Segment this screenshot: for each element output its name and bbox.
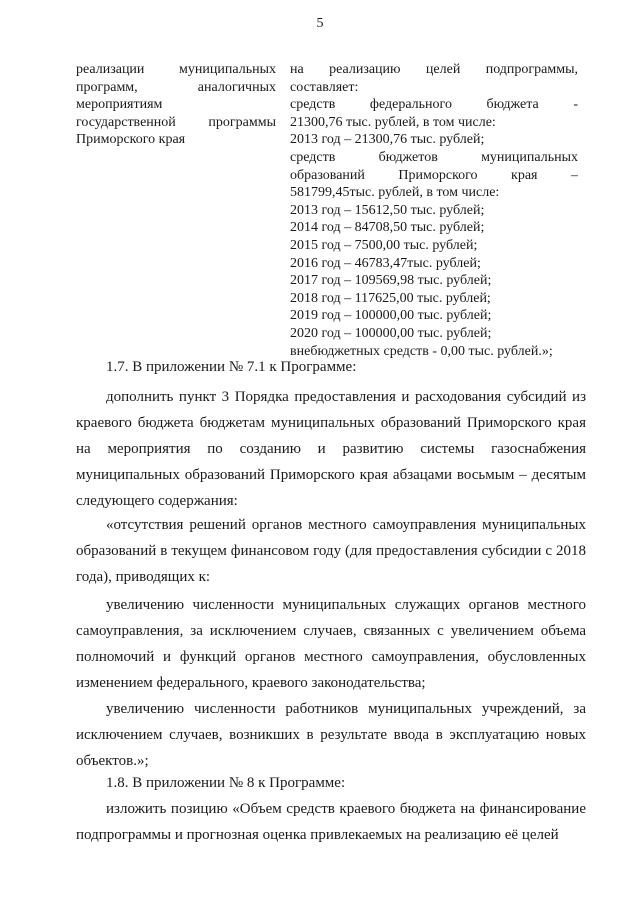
table-right-cell [290, 61, 578, 360]
table-left-cell [76, 61, 276, 149]
paragraph: «отсутствия решений органов местного самоуправления муниципальных образований в текущем финансовом году (для предоставления субсидии с 2018 года), приводящих к: [76, 517, 586, 585]
right-cell-line: 581799,45тыс. рублей, в том числе: [290, 185, 500, 201]
paragraph: дополнить пункт 3 Порядка предоставления и расходования субсидий из краевого бюджета бюджетам муниципальных образований Приморского края на мероприятия по созданию и развитию системы газоснабжения муниципальных образований Приморского края абзацами восьмым – десятым следующего содержания: [76, 389, 586, 509]
left-cell-line: государственной программы [76, 114, 276, 130]
right-cell-line: 21300,76 тыс. рублей, в том числе: [290, 114, 496, 130]
document-body [76, 696, 586, 774]
right-cell-line: образований Приморского края – [290, 167, 578, 183]
right-cell-line: 2013 год – 21300,76 тыс. рублей; [290, 132, 485, 148]
right-cell-line: 2018 год – 117625,00 тыс. рублей; [290, 290, 491, 306]
right-cell-line: составляет: [290, 79, 359, 95]
paragraph: увеличению численности работников муниципальных учреждений, за исключением случаев, возникших в результате ввода в эксплуатацию новых объектов.»; [76, 701, 586, 769]
right-cell-line: 2019 год – 100000,00 тыс. рублей; [290, 308, 492, 324]
right-cell-line: средств федерального бюджета - [290, 97, 578, 113]
section-heading-1-7: 1.7. В приложении № 7.1 к Программе: [106, 359, 357, 375]
left-cell-line: мероприятиям [76, 97, 163, 112]
document-body [76, 796, 586, 848]
document-body [76, 384, 586, 514]
right-cell-line: 2014 год – 84708,50 тыс. рублей; [290, 220, 485, 236]
right-cell-line: 2015 год – 7500,00 тыс. рублей; [290, 237, 478, 253]
right-cell-line: на реализацию целей подпрограммы, [290, 62, 578, 77]
document-body [76, 770, 586, 796]
document-body [76, 512, 586, 590]
right-cell-line: внебюджетных средств - 0,00 тыс. рублей.»; [290, 343, 553, 359]
right-cell-line: 2020 год – 100000,00 тыс. рублей; [290, 325, 492, 341]
page-number: 5 [316, 16, 324, 31]
paragraph: изложить позицию «Объем средств краевого бюджета на финансирование подпрограммы и прогнозная оценка привлекаемых на реализацию её целей [76, 801, 586, 843]
right-cell-line: 2013 год – 15612,50 тыс. рублей; [290, 202, 485, 218]
right-cell-line: 2017 год – 109569,98 тыс. рублей; [290, 273, 492, 289]
paragraph: увеличению численности муниципальных служащих органов местного самоуправления, за исключением случаев, связанных с увеличением объема полномочий и функций органов местного самоуправления, обусловленных изменением федерального, краевого законодательства; [76, 597, 586, 691]
section-heading-1-8: 1.8. В приложении № 8 к Программе: [106, 775, 346, 791]
document-body [76, 592, 586, 696]
document-body [76, 354, 586, 380]
right-cell-line: средств бюджетов муниципальных [290, 149, 578, 165]
left-cell-line: реализации муниципальных [76, 62, 276, 77]
left-cell-line: программ, аналогичных [76, 79, 276, 95]
right-cell-line: 2016 год – 46783,47тыс. рублей; [290, 255, 481, 271]
left-cell-line: Приморского края [76, 132, 186, 147]
